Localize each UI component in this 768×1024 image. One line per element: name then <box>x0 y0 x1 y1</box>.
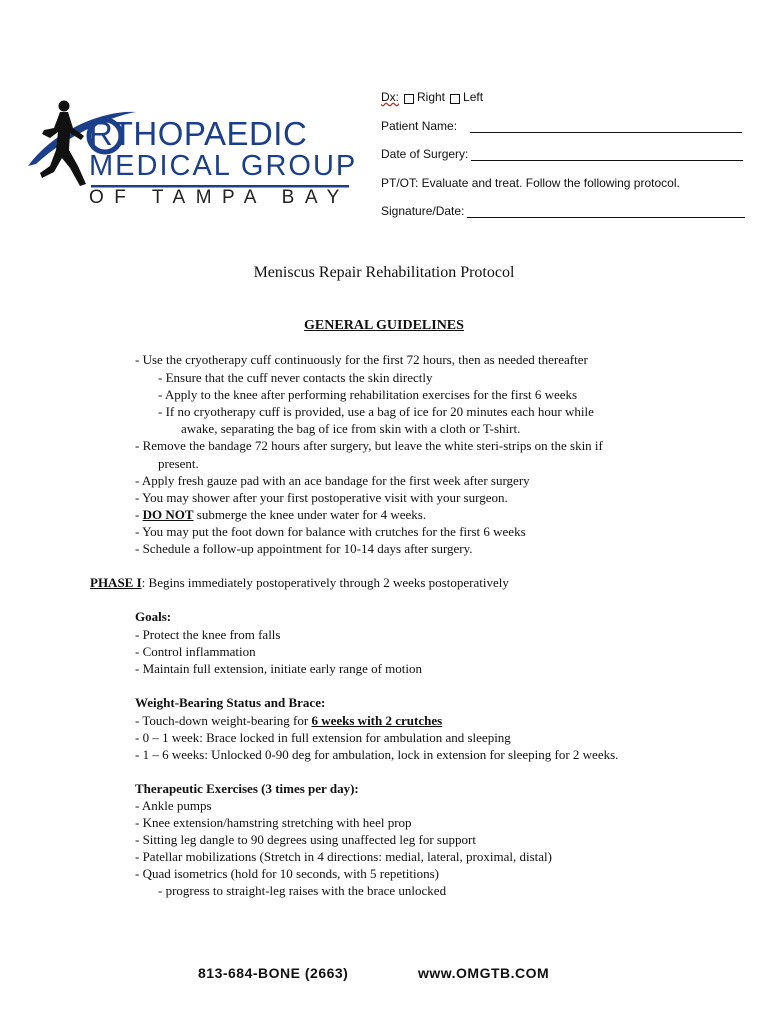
goal-item: - Control inflammation <box>135 644 256 659</box>
date-of-surgery-label: Date of Surgery: <box>381 147 469 161</box>
right-label: Right <box>417 90 446 104</box>
document-title: Meniscus Repair Rehabilitation Protocol <box>253 264 515 281</box>
dx-row <box>381 90 483 104</box>
exercise-item: - Quad isometrics (hold for 10 seconds, with 5 repetitions) <box>135 866 439 881</box>
weight-bearing-text: - Touch-down weight-bearing for <box>135 713 312 728</box>
date-of-surgery-field[interactable] <box>471 149 743 161</box>
exercise-item: - Sitting leg dangle to 90 degrees using unaffected leg for support <box>135 832 476 847</box>
goal-item: - Protect the knee from falls <box>135 627 281 642</box>
surgery-date-row <box>381 147 743 161</box>
weight-bearing-heading: Weight-Bearing Status and Brace: <box>135 695 326 710</box>
patient-name-label: Patient Name: <box>381 119 458 133</box>
guideline-line: awake, separating the bag of ice from skin with a cloth or T-shirt. <box>181 421 521 436</box>
ptot-instructions: PT/OT: Evaluate and treat. Follow the following protocol. <box>381 176 680 190</box>
weight-bearing-item <box>135 712 442 729</box>
guideline-line: - Remove the bandage 72 hours after surgery, but leave the white steri-strips on the skin if <box>135 438 603 453</box>
exercise-item: - Knee extension/hamstring stretching with heel prop <box>135 815 412 830</box>
guideline-line <box>135 506 426 523</box>
phase-1-description: : Begins immediately postoperatively through 2 weeks postoperatively <box>141 575 509 590</box>
guideline-line: - You may shower after your first postoperative visit with your surgeon. <box>135 490 508 505</box>
logo-text-tampa-bay: OF TAMPA BAY <box>89 187 350 208</box>
weight-bearing-item: - 1 – 6 weeks: Unlocked 0-90 deg for ambulation, lock in extension for sleeping for 2 weeks. <box>135 747 619 762</box>
right-checkbox[interactable] <box>404 94 414 104</box>
signature-date-label: Signature/Date: <box>381 204 465 218</box>
signature-date-field[interactable] <box>467 206 745 218</box>
signature-row <box>381 204 745 218</box>
exercise-item: - Patellar mobilizations (Stretch in 4 directions: medial, lateral, proximal, distal) <box>135 849 552 864</box>
goals-heading: Goals: <box>135 609 172 624</box>
left-label: Left <box>463 90 484 104</box>
dx-label: Dx: <box>381 90 399 104</box>
guideline-line: - You may put the foot down for balance with crutches for the first 6 weeks <box>135 524 526 539</box>
guideline-line: - Apply to the knee after performing rehabilitation exercises for the first 6 weeks <box>158 387 578 402</box>
exercises-heading: Therapeutic Exercises (3 times per day): <box>135 781 359 796</box>
logo-text-medical-group: MEDICAL GROUP <box>89 150 358 182</box>
weight-bearing-item: - 0 – 1 week: Brace locked in full extension for ambulation and sleeping <box>135 730 511 745</box>
guideline-line: - Use the cryotherapy cuff continuously for the first 72 hours, then as needed thereafter <box>135 352 588 367</box>
footer-phone: 813-684-BONE (2663) <box>198 965 349 981</box>
guideline-line: - Schedule a follow-up appointment for 10-14 days after surgery. <box>135 541 473 556</box>
patient-name-field[interactable] <box>470 121 742 133</box>
patient-name-row <box>381 119 742 133</box>
crutches-emphasis: 6 weeks with 2 crutches <box>311 713 443 728</box>
do-not-emphasis: DO NOT <box>142 507 194 522</box>
goal-item: - Maintain full extension, initiate early range of motion <box>135 661 423 676</box>
footer-website[interactable]: www.OMGTB.COM <box>418 965 550 981</box>
guideline-line: - Ensure that the cuff never contacts the skin directly <box>158 370 433 385</box>
phase-1-line <box>90 574 509 591</box>
exercise-subitem: - progress to straight-leg raises with the brace unlocked <box>158 883 447 898</box>
phase-1-label: PHASE I <box>90 575 142 590</box>
left-checkbox[interactable] <box>450 94 460 104</box>
guideline-line: present. <box>158 456 199 471</box>
exercise-item: - Ankle pumps <box>135 798 212 813</box>
general-guidelines-heading: GENERAL GUIDELINES <box>304 318 464 333</box>
logo-text-orthopaedic: RTHOPAEDIC <box>89 115 308 152</box>
guideline-line: - If no cryotherapy cuff is provided, use a bag of ice for 20 minutes each hour while <box>158 404 594 419</box>
guideline-dash: - <box>135 507 143 522</box>
guideline-line: - Apply fresh gauze pad with an ace bandage for the first week after surgery <box>135 473 530 488</box>
ptot-row <box>381 176 680 190</box>
guideline-text: submerge the knee under water for 4 weeks. <box>193 507 427 522</box>
